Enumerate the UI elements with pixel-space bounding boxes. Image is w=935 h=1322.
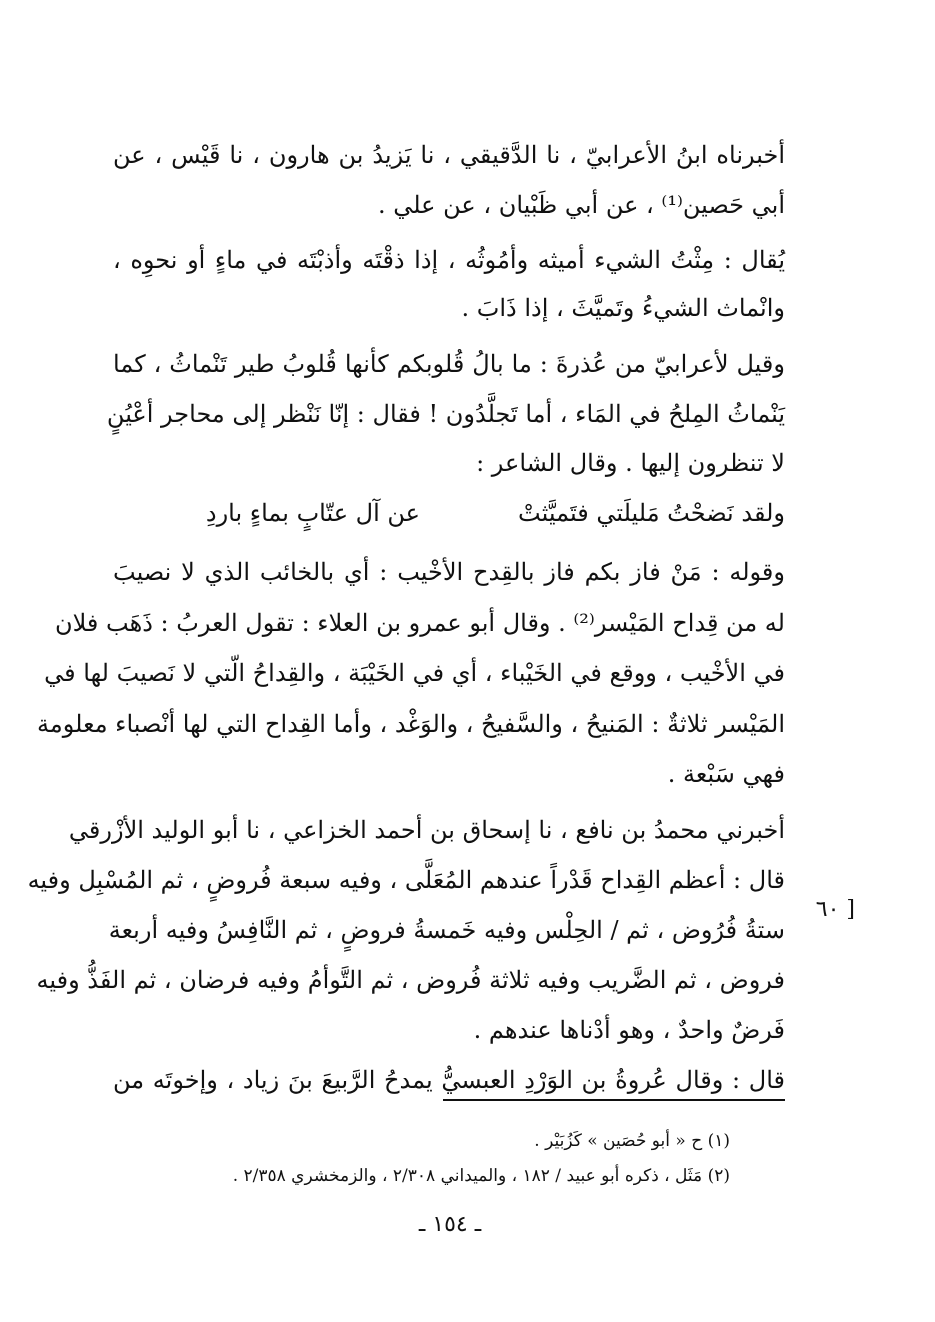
text-line: يَنْماثُ المِلحُ في المَاء ، أما تَجلَّدُون ! فقال : إنّا نَنْظر إلى محاجر أعْيُنٍ: [106, 400, 785, 428]
text-line: وانْماث الشيءُ وتَميَّثَ ، إذا ذَابَ .: [461, 294, 785, 322]
text-line: فَرضٌ واحدٌ ، وهو أدْناها عندهم .: [473, 1016, 785, 1044]
text-line: في الأخْيب ، ووقع في الخَيْباء ، أي في الخَيْبَة ، والقِداحُ الّتي لا نَصيبَ لها في: [44, 659, 785, 687]
text-line: أخبرني محمدُ بن نافع ، نا إسحاق بن أحمد الخزاعي ، نا أبو الوليد الأزْرقي: [68, 816, 785, 844]
text-line: قال : أعظم القِداح قَدْراً عندهم المُعَلَّى ، وفيه سبعة فُروضٍ ، ثم المُسْبِل وفيه: [27, 866, 785, 894]
text-line: المَيْسر ثلاثةٌ : المَنيحُ ، والسَّفيحُ ، والوَغْد ، وأما القِداح التي لها أنْصباء معلومة: [37, 710, 785, 738]
text-line: فروض ، ثم الضَّريب وفيه ثلاثة فُروض ، ثم التَّوأمُ وفيه فرضان ، ثم الفَذُّ وفيه: [36, 966, 785, 994]
text-line: يُقال : مِثْتُ الشيء أميثه وأمُوثُه ، إذا ذقْتَه وأذبْتَه في ماءٍ أو نحوِه ،: [113, 246, 785, 274]
poem-verse: [113, 493, 785, 533]
verse-first-hemistich: ولقد نَضحْتُ مَليلَتي فتَميَّثتْ: [518, 499, 785, 527]
text-line: له من قِداح المَيْسر⁽²⁾ . وقال أبو عمرو بن العلاء : تقول العربُ : ذَهَب فلان: [54, 609, 785, 637]
text-line: وقيل لأعرابيّ من عُذرةَ : ما بالُ قُلوبكم كأنها قُلوبُ طير تَنْماثُ ، كما: [113, 350, 785, 378]
text-line: قال : وقال عُروةُ بن الوَرْدِ العبسيُّ يمدحُ الرَّبيعَ بنَ زياد ، وإخوتَه من: [113, 1066, 785, 1094]
text-line: أبي حَصين⁽¹⁾ ، عن أبي ظَبْيان ، عن علي .: [377, 191, 785, 219]
verse-second-hemistich: عن آل عتّابٍ بماءٍ باردِ: [205, 499, 420, 527]
text-line: ستةُ فُرُوض ، ثم / الحِلْس وفيه خَمسةُ فروضٍ ، ثم النَّافِسُ وفيه أربعة: [108, 916, 785, 944]
text-line: فهي سَبْعة .: [667, 760, 785, 788]
footnote: (١) ح « أبو حُصَين » كَزُبَيْر .: [534, 1131, 730, 1151]
page-number: ـ ١٥٤ ـ: [418, 1212, 482, 1237]
footnote-divider: [443, 1099, 785, 1101]
text-line: أخبرناه ابنُ الأعرابيّ ، نا الدَّقيقي ، نا يَزيدُ بن هارون ، نا قَيْس ، عن: [113, 141, 785, 169]
text-line: وقوله : مَنْ فاز بكم فاز بالقِدح الأخْيب : أي بالخائب الذي لا نصيبَ: [113, 558, 785, 586]
text-line: لا تنظرون إليها . وقال الشاعر :: [476, 449, 785, 477]
manuscript-folio-marker: [ ٦٠: [815, 897, 855, 922]
footnote: (٢) مَثَل ، ذكره أبو عبيد / ١٨٢ ، والميداني ٢/٣٠٨ ، والزمخشري ٢/٣٥٨ .: [232, 1166, 730, 1186]
